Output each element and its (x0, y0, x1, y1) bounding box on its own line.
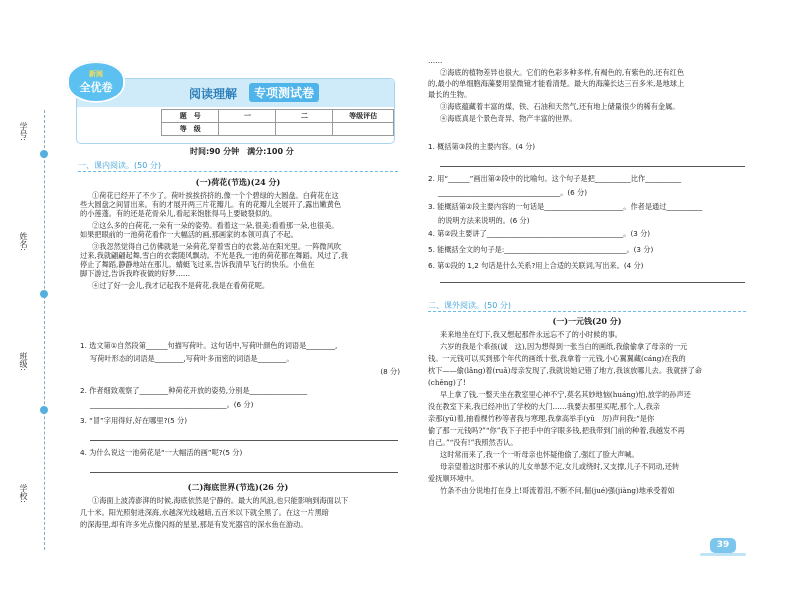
passage-line: 脚下游过,告诉我昨夜做的好梦…… (80, 269, 191, 278)
section-divider (78, 171, 398, 172)
passage-line: 的深海里,却有许多光点像闪烁的星星,那是有发光器官的深水鱼在游动。 (80, 520, 308, 529)
section-divider (428, 311, 746, 312)
question-line: 1. 选文第①自然段第______句描写荷叶。这句话中,写荷叶颜色的词语是________, (80, 341, 338, 350)
binding-label-student-id: 学号: (19, 122, 28, 141)
passage-line: ④过了好一会儿,我才记起我不是荷花,我是在看荷花呢。 (92, 281, 270, 290)
right-question-3 (428, 202, 748, 226)
answer-line[interactable] (440, 282, 745, 283)
section-1-heading: 一、课内阅读。(50 分) (78, 161, 161, 170)
right-question-5: 5. 能概括全文的句子是:__________________________________。(3 分) (428, 245, 654, 254)
passage-line: ④海底真是个景色奇异、物产丰富的世界。 (440, 114, 577, 123)
passage-line: 母亲望着这时那不承认的儿女单瑟不定,女儿或绕时,又支撑,儿子不同动,还转 (440, 462, 680, 471)
header-title-b: 专项测试卷 (249, 83, 319, 102)
answer-line[interactable] (440, 166, 745, 167)
question-line: ______________________________________。(6 分) (90, 400, 254, 409)
question-line: __________________________________。(6 分) (438, 188, 588, 197)
question-score: (8 分) (380, 367, 400, 376)
passage-line: 的小莲蓬。有的还是花骨朵儿,看起来饱胀得马上要破裂似的。 (80, 209, 277, 218)
grade-cell[interactable] (276, 123, 333, 136)
binding-label-class: 班级: (19, 352, 28, 371)
question-4: 4. 为什么说这一池荷花是“一大幅活的画”呢?(5 分) (80, 448, 243, 457)
grade-header-cell: 题 号 (162, 110, 219, 123)
binding-dot-icon (40, 150, 48, 158)
answer-line[interactable] (90, 472, 398, 473)
passage-line: 亲那(yū)着,抽看棵竹秒等者我与寒理,我拿高举手(yǔ 厉)声问我:“是你 (428, 414, 655, 423)
header-card (76, 70, 395, 144)
grade-table (161, 109, 394, 136)
passage-line: ③海底蕴藏着丰富的煤、铁、石油和天然气,还有地上储量很少的稀有金属。 (440, 102, 680, 111)
passage-line: ②这么多的白荷花,一朵有一朵的姿势。看着这一朵,很美;看看那一朵,也很美。 (92, 221, 339, 230)
passage-2-title: (二)海底世界(节选)(26 分) (187, 482, 289, 492)
time-score-line: 时间:90 分钟 满分:100 分 (190, 147, 294, 156)
passage-1-text (80, 191, 400, 290)
right-question-6: 6. 第①段的 1,2 句话是什么关系?用上合适的关联词,写出来。(4 分) (428, 261, 644, 270)
passage-line: 几十米。阳光照射进深海,水越深光线越暗,五百米以下就全黑了。在这一片黑暗 (80, 508, 329, 517)
page-number-base (700, 553, 746, 556)
brand-badge-logo: 新阅 全优卷 (67, 61, 125, 103)
passage-line: ③我忽然觉得自己仿佛就是一朵荷花,穿着雪白的衣裳,站在阳光里。一阵微风吹 (92, 242, 341, 251)
passage-line: 来来地坐在灯下,我又想起那件永远忘不了的小时候的事。 (440, 330, 622, 339)
passage-line: 这时常而来了,我一个一听母亲也怀疑他偷了,强红了脸大声喊。 (440, 450, 639, 459)
passage-line: 偷了那一元钱吗?”“你”我下子把手中的字眼多钱,把我带到门前的种着,我越发不再 (428, 426, 685, 435)
answer-line[interactable] (90, 440, 398, 441)
binding-label-name: 姓名: (19, 232, 28, 251)
passage-line: 竹条不由分说地打在身上!哥流着泪,不断不问,倔(jué)强(jiàng)地承受着如 (440, 486, 675, 495)
passage-line: 六岁的我是个乖孩(诚 这),因为想得到一张当白的画纸,我偷偷拿了母亲的一元 (440, 342, 688, 351)
passage-line: ①荷花已经开了不少了。荷叶挨挨挤挤的,像一个个碧绿的大圆盘。白荷花在这 (92, 191, 339, 200)
passage-line: 自己。”“没有!”我照然否认。 (428, 438, 518, 447)
grade-row-label: 等 级 (162, 123, 219, 136)
question-2 (80, 386, 400, 410)
binding-dot-icon (40, 406, 48, 414)
question-line: 3. 能概括第②段主要内容的一句话是______________________。作者是通过__________ (428, 202, 703, 211)
passage-line: 过来,我就翩翩起舞,雪白的衣裳随风飘动。不光是我,一池的荷花都在舞蹈。风过了,我 (80, 251, 348, 260)
question-3: 3. “冒”字用得好,好在哪里?(5 分) (80, 416, 188, 425)
passage-2-continued (428, 68, 748, 123)
passage-line: 爱抚顺环境中。 (428, 474, 479, 483)
binding-dot-icon (40, 290, 48, 298)
passage-line: 早上拿了钱,一整天坐在教室里心神不宁,莫名其妙地恼(huáng)怕,放学的孙声还 (440, 390, 691, 399)
right-question-1: 1. 概括第③段的主要内容。(4 分) (428, 142, 536, 151)
passage-line: ①海面上波涛澎湃的时候,海底依然是宁静的。最大的风浪,也只能影响到海面以下 (92, 496, 349, 505)
passage-2-text (80, 496, 400, 529)
passage-line: 的,最小的单细胞海藻要用显微镜才能看清楚。最大的海藻长达三百多米,是地球上 (428, 79, 685, 88)
grade-cell[interactable] (333, 123, 394, 136)
passage-line: 如果把眼前的一池荷花看作一大幅活的画,那画家的本领可真了不起。 (80, 230, 298, 239)
grade-header-cell: 等级评估 (333, 110, 394, 123)
right-question-4: 4. 第②段主要讲了______________________________________。(3 分) (428, 229, 651, 238)
question-line: 2. 作者细致观察了________种荷花开放的姿势,分别是________________ (80, 386, 308, 395)
question-line: 的说明方法来说明的。(6 分) (438, 216, 530, 225)
question-line: 2. 用“______”画出第②段中的比喻句。这个句子是把__________比作__________ (428, 174, 682, 183)
passage-line: 停止了舞蹈,静静地站在那儿。蜻蜓飞过来,告诉我清早飞行的快乐。小鱼在 (80, 260, 315, 269)
binding-dashed-line (44, 110, 45, 550)
page-number: 39 (710, 538, 736, 553)
right-question-2 (428, 174, 748, 198)
binding-label-school: 学校: (19, 484, 28, 503)
question-1 (80, 341, 400, 377)
section-2-heading: 二、课外阅读。(50 分) (428, 301, 511, 310)
grade-header-cell: 二 (276, 110, 333, 123)
passage-line: 没在教室下来,我已经冲出了学校的大门……我要去那里买呢,那个,人,我亲 (428, 402, 660, 411)
passage-line: (chěng)了! (428, 378, 466, 387)
grade-header-cell: 一 (219, 110, 276, 123)
passage-3-title: (一)一元钱(20 分) (552, 316, 622, 326)
passage-line: 枕下——偷(lǎng)着(ruǎ)母亲发现了,我就说她记错了地方,我该放哪儿去。我就拼了命 (428, 366, 702, 375)
header-title-a: 阅读理解 (189, 87, 238, 101)
grade-cell[interactable] (219, 123, 276, 136)
question-line: 写荷叶形态的词语是________,写荷叶多而密的词语是________。 (90, 354, 294, 363)
continuation-ellipsis: …… (428, 56, 443, 65)
passage-3-text (428, 330, 748, 495)
passage-line: 钱。一元钱可以买到那个年代的画纸十张,我拿着一元钱,小心翼翼藏(cáng)在我的 (428, 354, 686, 363)
passage-line: ②海底的植物差异也很大。它们的色彩多种多样,有褐色的,有紫色的,还有红色 (440, 68, 685, 77)
passage-line: 最长的生物。 (428, 90, 472, 99)
passage-line: 些大圆盘之间冒出来。有的才展开两三片花瓣儿。有的花瓣儿全展开了,露出嫩黄色 (80, 200, 342, 209)
passage-1-title: (一)荷花(节选)(24 分) (195, 177, 281, 187)
